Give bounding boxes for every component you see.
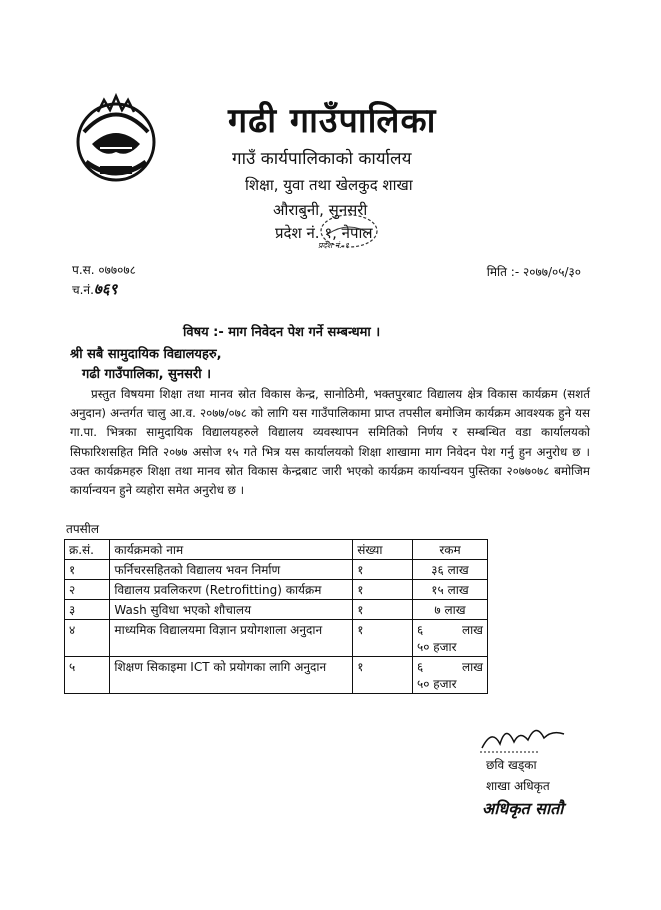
header-name: कार्यक्रमको नाम [110,540,353,560]
row-name: शिक्षण सिकाइमा ICT को प्रयोगका लागि अनुदान [110,657,353,694]
amount-number: ६ [416,660,424,674]
amount-unit: लाख [461,660,483,674]
cn-label: च.नं. [72,283,94,297]
amount-line1 [417,621,483,638]
tapsil-label: तपसील [66,522,100,536]
table-header-row [65,540,488,560]
authorized-signature: अधिकृत सातौ [482,799,564,818]
amount-line2: ५० हजार [416,640,457,654]
amount-unit: लाख [461,623,483,637]
org-title: गढी गाउँपालिका [228,101,437,141]
row-amount: ३६ लाख [412,560,487,580]
row-amount [412,620,487,657]
cn-number: ७६९ [93,280,118,298]
row-name: फर्निचरसहितको विद्यालय भवन निर्माण [110,560,353,580]
row-amount: १५ लाख [412,580,487,600]
row-sn: १ [65,560,110,580]
letter-ps: प.स. ०७७०७८ [72,263,136,277]
header-qty: संख्या [353,540,413,560]
signer-title: शाखा अधिकृत [486,779,550,793]
row-amount: ७ लाख [412,600,487,620]
addressee-line2: गढी गाउँपालिका, सुनसरी । [82,367,212,382]
row-name: विद्यालय प्रवलिकरण (Retrofitting) कार्यक्रम [110,580,353,600]
body-paragraph: प्रस्तुत विषयमा शिक्षा तथा मानव स्रोत विकास केन्द्र, सानोठिमी, भक्तपुरबाट विद्यालय क्षेत्र विकास कार्यक्रम (सशर्त अनुदान) अन्तर्गत चालु आ.व. २०७७/०७८ को लागि यस गाउँपालिकामा प्राप्त तपसील बमोजिम कार्यक्रम आवश्यक हुने यस गा.पा. भित्रका सामुदायिक विद्यालयहरुले विद्यालय व्यवस्थापन समितिको निर्णय र सम्बन्धित वडा कार्यालयको सिफारिशसहित मिति २०७७ असोज १५ गते भित्र यस कार्यालयको शिक्षा शाखामा माग निवेदन पेश गर्नु हुन अनुरोध छ । उक्त कार्यक्रमहरु शिक्षा तथा मानव स्रोत विकास केन्द्रबाट जारी भएको कार्यक्रम कार्यान्वयन पुस्तिका २०७७०७८ बमोजिम कार्यान्वयन हुने व्यहोरा समेत अनुरोध छ । [70,387,590,498]
row-qty: १ [353,600,413,620]
amount-number: ६ [416,623,424,637]
program-table [64,539,488,694]
row-name: Wash सुविधा भएको शौचालय [110,600,353,620]
stamp-text: प्रदेश नं.-१ [318,241,349,250]
address: औराबुनी, सुनसरी [273,201,368,219]
header-amount: रकम [412,540,487,560]
row-name: माध्यमिक विद्यालयमा विज्ञान प्रयोगशाला अनुदान [110,620,353,657]
header-sn: क्र.सं. [65,540,110,560]
province: प्रदेश नं. १, नेपाल [275,224,373,242]
row-qty: १ [353,560,413,580]
row-qty: १ [353,580,413,600]
table-row [65,560,488,580]
table-row [65,600,488,620]
table-row [65,657,488,694]
letter-date: मिति :- २०७७/०५/३० [486,265,581,279]
row-qty: १ [353,657,413,694]
signer-name: छवि खड्का [486,758,537,772]
row-sn: ४ [65,620,110,657]
row-amount [412,657,487,694]
signature-icon [478,718,568,756]
row-sn: २ [65,580,110,600]
row-sn: ५ [65,657,110,694]
letter-cn [72,279,117,299]
table-row [65,580,488,600]
amount-line2: ५० हजार [416,677,457,691]
branch-name: शिक्षा, युवा तथा खेलकुद शाखा [245,176,413,194]
table-row [65,620,488,657]
subject-line: विषय :- माग निवेदन पेश गर्ने सम्बन्धमा । [183,325,381,340]
row-sn: ३ [65,600,110,620]
office-name: गाउँ कार्यपालिकाको कार्यालय [232,149,412,169]
amount-line1 [417,658,483,675]
row-qty: १ [353,620,413,657]
nepal-emblem-icon [70,92,162,184]
addressee-line1: श्री सबै सामुदायिक विद्यालयहरु, [70,347,222,362]
